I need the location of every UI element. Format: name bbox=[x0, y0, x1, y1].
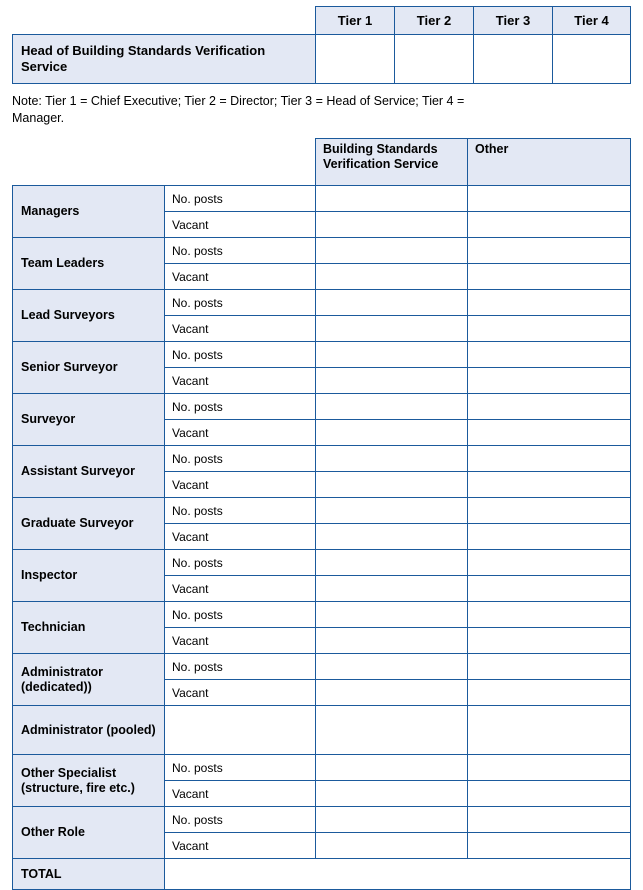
total-value-cell[interactable] bbox=[165, 859, 631, 890]
tier-table-corner-cell bbox=[13, 7, 316, 35]
role-label-senior-surveyor: Senior Surveyor bbox=[13, 342, 165, 394]
value-surveyor-vacant-other[interactable] bbox=[468, 420, 631, 446]
staff-table-corner-cell-2 bbox=[165, 139, 316, 186]
tier-table bbox=[12, 6, 631, 84]
metric-label-posts: No. posts bbox=[165, 342, 316, 368]
column-header-other: Other bbox=[468, 139, 631, 186]
tier-role-label: Head of Building Standards Verification Service bbox=[13, 35, 316, 84]
staff-table-corner-cell-1 bbox=[13, 139, 165, 186]
value-technician-posts-bsvs[interactable] bbox=[316, 602, 468, 628]
value-managers-vacant-bsvs[interactable] bbox=[316, 212, 468, 238]
value-surveyor-posts-other[interactable] bbox=[468, 394, 631, 420]
value-technician-vacant-other[interactable] bbox=[468, 628, 631, 654]
total-label: TOTAL bbox=[13, 859, 165, 890]
metric-label-posts: No. posts bbox=[165, 755, 316, 781]
value-team-leaders-vacant-bsvs[interactable] bbox=[316, 264, 468, 290]
value-surveyor-vacant-bsvs[interactable] bbox=[316, 420, 468, 446]
metric-label-vacant: Vacant bbox=[165, 264, 316, 290]
role-label-technician: Technician bbox=[13, 602, 165, 654]
value-team-leaders-vacant-other[interactable] bbox=[468, 264, 631, 290]
value-administrator-pooled-other[interactable] bbox=[468, 706, 631, 755]
value-surveyor-posts-bsvs[interactable] bbox=[316, 394, 468, 420]
value-other-specialist-posts-other[interactable] bbox=[468, 755, 631, 781]
table-row bbox=[13, 498, 631, 524]
value-assistant-surveyor-posts-bsvs[interactable] bbox=[316, 446, 468, 472]
tier-header-4: Tier 4 bbox=[553, 7, 631, 35]
tier-header-3: Tier 3 bbox=[474, 7, 553, 35]
role-label-administrator-dedicated: Administrator (dedicated)) bbox=[13, 654, 165, 706]
role-label-team-leaders: Team Leaders bbox=[13, 238, 165, 290]
table-row bbox=[13, 446, 631, 472]
table-row bbox=[13, 550, 631, 576]
role-label-other-specialist: Other Specialist (structure, fire etc.) bbox=[13, 755, 165, 807]
metric-label-posts: No. posts bbox=[165, 394, 316, 420]
metric-label-vacant: Vacant bbox=[165, 472, 316, 498]
value-managers-posts-bsvs[interactable] bbox=[316, 186, 468, 212]
metric-label-posts: No. posts bbox=[165, 602, 316, 628]
value-administrator-dedicated-posts-bsvs[interactable] bbox=[316, 654, 468, 680]
value-senior-surveyor-vacant-other[interactable] bbox=[468, 368, 631, 394]
value-lead-surveyors-posts-other[interactable] bbox=[468, 290, 631, 316]
value-administrator-dedicated-vacant-other[interactable] bbox=[468, 680, 631, 706]
document-page bbox=[0, 6, 643, 881]
role-label-inspector: Inspector bbox=[13, 550, 165, 602]
table-row bbox=[13, 342, 631, 368]
value-graduate-surveyor-posts-bsvs[interactable] bbox=[316, 498, 468, 524]
value-inspector-vacant-other[interactable] bbox=[468, 576, 631, 602]
table-row bbox=[13, 706, 631, 755]
value-managers-posts-other[interactable] bbox=[468, 186, 631, 212]
table-row bbox=[13, 807, 631, 833]
value-other-specialist-vacant-bsvs[interactable] bbox=[316, 781, 468, 807]
tier-input-cell-1[interactable] bbox=[316, 35, 395, 84]
value-lead-surveyors-posts-bsvs[interactable] bbox=[316, 290, 468, 316]
staff-table-header-row bbox=[13, 139, 631, 186]
metric-label-posts: No. posts bbox=[165, 550, 316, 576]
value-graduate-surveyor-vacant-bsvs[interactable] bbox=[316, 524, 468, 550]
metric-label-vacant: Vacant bbox=[165, 368, 316, 394]
value-administrator-pooled-bsvs[interactable] bbox=[316, 706, 468, 755]
metric-label-posts: No. posts bbox=[165, 290, 316, 316]
role-label-graduate-surveyor: Graduate Surveyor bbox=[13, 498, 165, 550]
value-team-leaders-posts-bsvs[interactable] bbox=[316, 238, 468, 264]
metric-label-vacant: Vacant bbox=[165, 576, 316, 602]
table-row bbox=[13, 35, 631, 84]
value-lead-surveyors-vacant-other[interactable] bbox=[468, 316, 631, 342]
value-technician-posts-other[interactable] bbox=[468, 602, 631, 628]
value-assistant-surveyor-vacant-other[interactable] bbox=[468, 472, 631, 498]
metric-label-administrator-pooled bbox=[165, 706, 316, 755]
value-team-leaders-posts-other[interactable] bbox=[468, 238, 631, 264]
value-other-specialist-posts-bsvs[interactable] bbox=[316, 755, 468, 781]
value-inspector-posts-bsvs[interactable] bbox=[316, 550, 468, 576]
role-label-surveyor: Surveyor bbox=[13, 394, 165, 446]
table-row bbox=[13, 238, 631, 264]
role-label-other-role: Other Role bbox=[13, 807, 165, 859]
value-senior-surveyor-posts-other[interactable] bbox=[468, 342, 631, 368]
table-row bbox=[13, 654, 631, 680]
value-senior-surveyor-posts-bsvs[interactable] bbox=[316, 342, 468, 368]
value-other-role-posts-other[interactable] bbox=[468, 807, 631, 833]
metric-label-vacant: Vacant bbox=[165, 212, 316, 238]
table-row bbox=[13, 755, 631, 781]
value-other-role-vacant-bsvs[interactable] bbox=[316, 833, 468, 859]
value-other-role-vacant-other[interactable] bbox=[468, 833, 631, 859]
value-graduate-surveyor-vacant-other[interactable] bbox=[468, 524, 631, 550]
role-label-administrator-pooled: Administrator (pooled) bbox=[13, 706, 165, 755]
value-senior-surveyor-vacant-bsvs[interactable] bbox=[316, 368, 468, 394]
table-row bbox=[13, 186, 631, 212]
metric-label-vacant: Vacant bbox=[165, 781, 316, 807]
column-header-bsvs: Building Standards Verification Service bbox=[316, 139, 468, 186]
metric-label-vacant: Vacant bbox=[165, 833, 316, 859]
metric-label-posts: No. posts bbox=[165, 654, 316, 680]
value-administrator-dedicated-vacant-bsvs[interactable] bbox=[316, 680, 468, 706]
tier-definition-note: Note: Tier 1 = Chief Executive; Tier 2 = Director; Tier 3 = Head of Service; Tier 4 = Manager. bbox=[12, 94, 465, 125]
tier-input-cell-2[interactable] bbox=[395, 35, 474, 84]
role-label-assistant-surveyor: Assistant Surveyor bbox=[13, 446, 165, 498]
metric-label-posts: No. posts bbox=[165, 238, 316, 264]
metric-label-posts: No. posts bbox=[165, 446, 316, 472]
tier-input-cell-3[interactable] bbox=[474, 35, 553, 84]
role-label-lead-surveyors: Lead Surveyors bbox=[13, 290, 165, 342]
value-inspector-vacant-bsvs[interactable] bbox=[316, 576, 468, 602]
role-label-managers: Managers bbox=[13, 186, 165, 238]
metric-label-vacant: Vacant bbox=[165, 628, 316, 654]
tier-input-cell-4[interactable] bbox=[553, 35, 631, 84]
total-row bbox=[13, 859, 631, 890]
tier-header-2: Tier 2 bbox=[395, 7, 474, 35]
value-administrator-dedicated-posts-other[interactable] bbox=[468, 654, 631, 680]
table-row bbox=[13, 290, 631, 316]
tier-header-1: Tier 1 bbox=[316, 7, 395, 35]
value-assistant-surveyor-vacant-bsvs[interactable] bbox=[316, 472, 468, 498]
metric-label-vacant: Vacant bbox=[165, 420, 316, 446]
value-lead-surveyors-vacant-bsvs[interactable] bbox=[316, 316, 468, 342]
table-row bbox=[13, 394, 631, 420]
metric-label-vacant: Vacant bbox=[165, 680, 316, 706]
value-managers-vacant-other[interactable] bbox=[468, 212, 631, 238]
value-other-specialist-vacant-other[interactable] bbox=[468, 781, 631, 807]
table-row bbox=[13, 602, 631, 628]
value-graduate-surveyor-posts-other[interactable] bbox=[468, 498, 631, 524]
staffing-table bbox=[12, 138, 631, 890]
value-assistant-surveyor-posts-other[interactable] bbox=[468, 446, 631, 472]
tier-table-header-row bbox=[13, 7, 631, 35]
metric-label-vacant: Vacant bbox=[165, 524, 316, 550]
metric-label-vacant: Vacant bbox=[165, 316, 316, 342]
value-other-role-posts-bsvs[interactable] bbox=[316, 807, 468, 833]
value-technician-vacant-bsvs[interactable] bbox=[316, 628, 468, 654]
value-inspector-posts-other[interactable] bbox=[468, 550, 631, 576]
metric-label-posts: No. posts bbox=[165, 498, 316, 524]
metric-label-posts: No. posts bbox=[165, 186, 316, 212]
metric-label-posts: No. posts bbox=[165, 807, 316, 833]
